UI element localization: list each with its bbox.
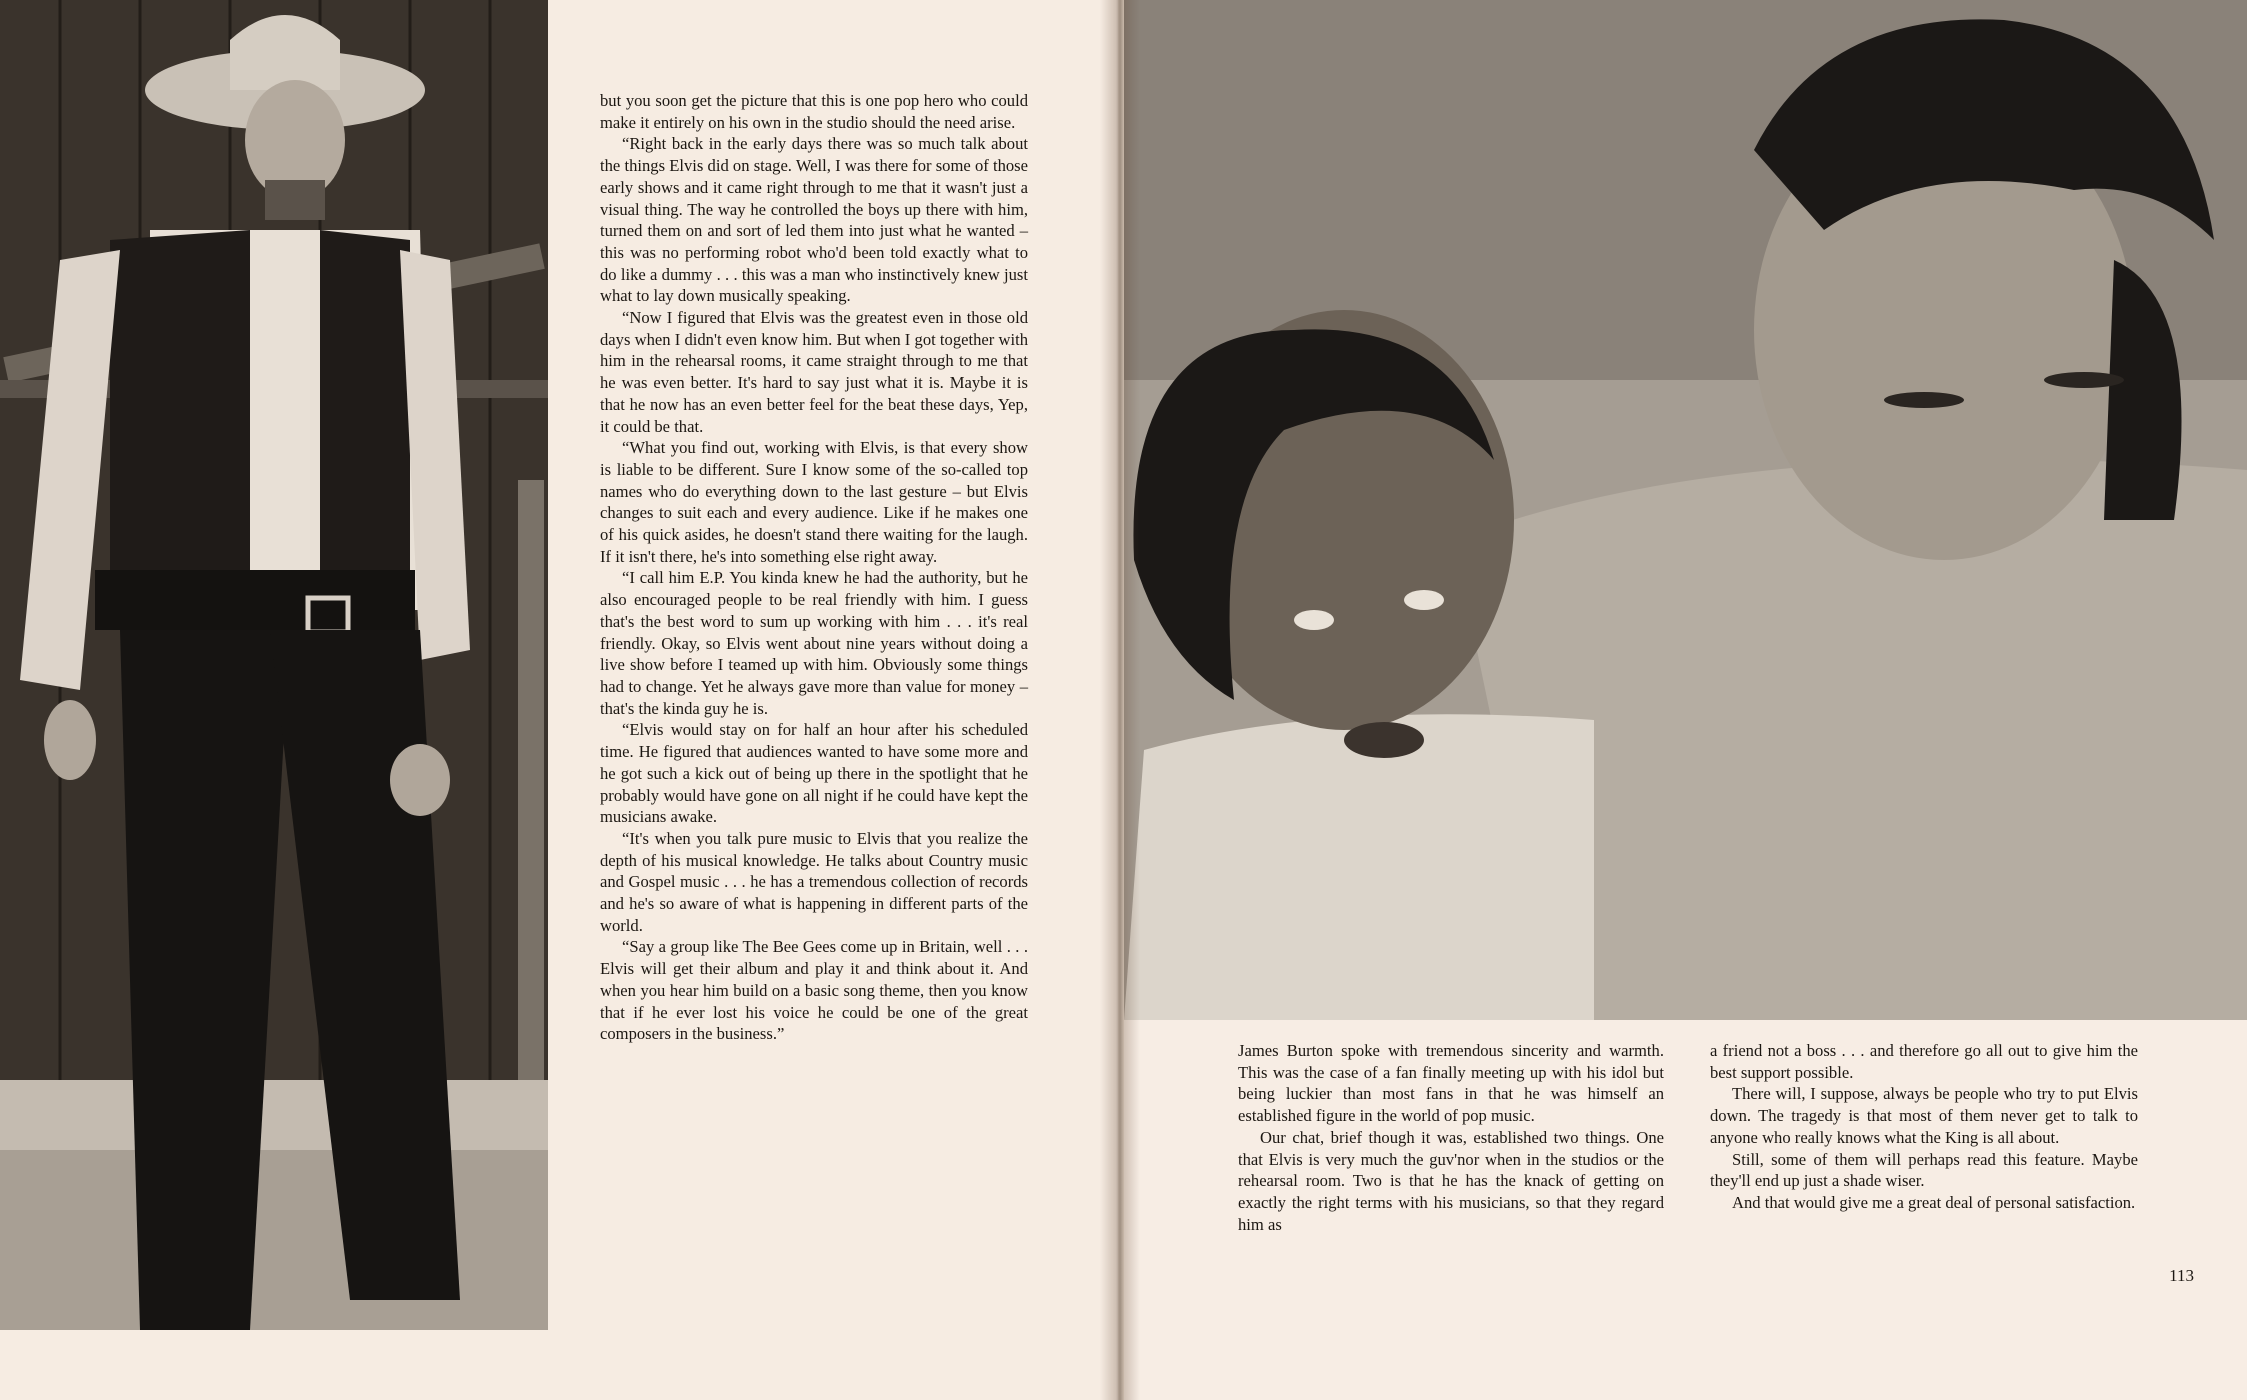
article-paragraph: There will, I suppose, always be people who try to put Elvis down. The tragedy is that most of them never get to talk to anyone who really knows what the King is all about. bbox=[1710, 1084, 2138, 1147]
article-paragraph: “Say a group like The Bee Gees come up in Britain, well . . . Elvis will get their album and play it and think about it. And when you hear him build on a basic song theme, then you know that if he ever lost his voice he could be one of the great composers in the business.” bbox=[600, 937, 1028, 1044]
article-paragraph: but you soon get the picture that this is one pop hero who could make it entirely on his own in the studio should the need arise. bbox=[600, 91, 1028, 132]
article-paragraph: James Burton spoke with tremendous sincerity and warmth. This was the case of a fan finally meeting up with his idol but being luckier than most fans in that he was himself an established figure in the world of pop music. bbox=[1238, 1041, 1664, 1126]
article-paragraph: And that would give me a great deal of personal satisfaction. bbox=[1732, 1192, 2136, 1212]
couple-photo bbox=[1124, 0, 2247, 1020]
article-paragraph: Still, some of them will perhaps read this feature. Maybe they'll end up just a shade wiser. bbox=[1710, 1149, 2138, 1191]
left-article-column bbox=[600, 90, 1028, 1045]
article-paragraph: “What you find out, working with Elvis, is that every show is liable to be different. Sure I know some of the so-called top names who do everything down to the last gesture – but Elvis changes to suit each and every audience. Like if he makes one of his quick asides, he doesn't stand there waiting for the laugh. If it isn't there, he's into something else right away. bbox=[600, 438, 1028, 566]
article-paragraph: “Elvis would stay on for half an hour after his scheduled time. He figured that audiences wanted to have some more and he got such a kick out of being up there in the spotlight that he probably would have gone on all night if he could have kept the musicians awake. bbox=[600, 720, 1028, 827]
page-number: 113 bbox=[2169, 1266, 2194, 1285]
article-paragraph: a friend not a boss . . . and therefore go all out to give him the best support possible. bbox=[1710, 1041, 2138, 1082]
right-article-column-1 bbox=[1238, 1040, 1664, 1235]
right-article-column-2 bbox=[1710, 1040, 2138, 1214]
article-paragraph: “Now I figured that Elvis was the greatest even in those old days when I didn't even know him. But when I got together with him in the rehearsal rooms, it came straight through to me that he was even better. It's hard to say just what it is. Maybe it is that he now has an even better feel for the beat these days, Yep, it could be that. bbox=[600, 308, 1028, 436]
article-paragraph: Our chat, brief though it was, established two things. One that Elvis is very much the guv'nor when in the studios or the rehearsal room. Two is that he has the knack of getting on exactly the right terms with his musicians, so that they regard him as bbox=[1238, 1127, 1664, 1234]
cowboy-photo bbox=[0, 0, 548, 1330]
right-page bbox=[1124, 0, 2247, 1400]
article-paragraph: “Right back in the early days there was so much talk about the things Elvis did on stage. Well, I was there for some of those early shows and it came right through to me that it wasn't just a visual thing. The way he controlled the boys up there with him, turned them on and sort of led them into just what he wanted – this was no performing robot who'd been told exactly what to do like a dummy . . . this was a man who instinctively knew just what to lay down musically speaking. bbox=[600, 134, 1028, 306]
couple-photo-illustration bbox=[1124, 0, 2247, 1020]
left-page bbox=[0, 0, 1118, 1400]
article-paragraph: “It's when you talk pure music to Elvis that you realize the depth of his musical knowledge. He talks about Country music and Gospel music . . . he has a tremendous collection of records and he's so aware of what is happening in different parts of the world. bbox=[600, 828, 1028, 935]
article-paragraph: “I call him E.P. You kinda knew he had the authority, but he also encouraged people to be real friendly with him. I guess that's the best word to sum up working with him . . . it's real friendly. Okay, so Elvis went about nine years without doing a live show before I teamed up with him. Obviously some things had to change. Yet he always gave more than value for money – that's the kinda guy he is. bbox=[600, 568, 1028, 718]
cowboy-photo-illustration bbox=[0, 0, 548, 1330]
